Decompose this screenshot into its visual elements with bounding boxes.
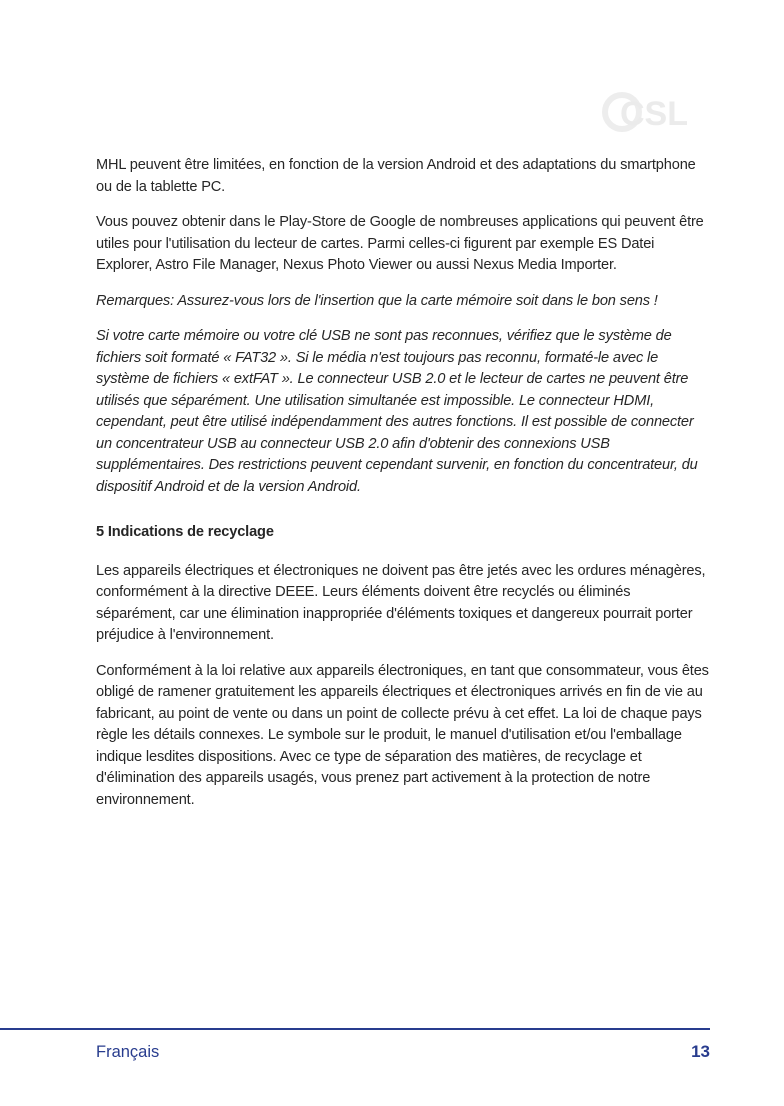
page-content (96, 155, 710, 825)
paragraph-usb-notes: Si votre carte mémoire ou votre clé USB ne sont pas reconnues, vérifiez que le système de fichiers soit formaté « FAT32 ». Si le média n'est toujours pas reconnu, formaté-le avec le système de fichiers « extFAT ». Le connecteur USB 2.0 et le lecteur de cartes ne peuvent être utilisés que séparément. Une utilisation simultanée est impossible. Le connecteur HDMI, cependant, peut être utilisé indépendamment des autres fonctions. Il est possible de connecter un concentrateur USB au connecteur USB 2.0 afin d'obtenir des connexions USB supplémentaires. Des restrictions peuvent cependant survenir, en fonction du concentrateur, du dispositif Android et de la version Android. (96, 328, 698, 495)
logo-text: CSL (620, 95, 688, 133)
footer-language: Français (96, 1043, 160, 1061)
paragraph-deee: Les appareils électriques et électroniques ne doivent pas être jetés avec les ordures ménagères, conformément à la directive DEEE. Leurs éléments doivent être recyclés ou éliminés séparément, car une élimination inappropriée d'éléments toxiques et dangereux pourrait porter préjudice à l'environnement. (96, 562, 706, 643)
paragraph-mhl: MHL peuvent être limitées, en fonction de la version Android et des adaptations du smartphone ou de la tablette PC. (96, 157, 696, 195)
paragraph-consumer-obligation: Conformément à la loi relative aux appareils électroniques, en tant que consommateur, vous êtes obligé de ramener gratuitement les appareils électriques et électroniques arrivés en fin de vie au fabricant, au point de vente ou dans un point de collecte prévu à cet effet. La loi de chaque pays règle les détails connexes. Le symbole sur le produit, le manuel d'utilisation et/ou l'emballage indique lesdites dispositions. Avec ce type de séparation des matières, de recyclage et d'élimination des appareils usagés, vous prenez part activement à la protection de notre environnement. (96, 662, 709, 808)
paragraph-remarks: Remarques: Assurez-vous lors de l'insertion que la carte mémoire soit dans le bon sens ! (96, 292, 658, 309)
page-number: 13 (691, 1042, 710, 1061)
footer-divider (0, 1028, 710, 1030)
section-heading-recycling: 5 Indications de recyclage (96, 524, 274, 540)
csl-logo (600, 88, 710, 138)
paragraph-play-store: Vous pouvez obtenir dans le Play-Store de Google de nombreuses applications qui peuvent être utiles pour l'utilisation du lecteur de cartes. Parmi celles-ci figurent par exemple ES Datei Explorer, Astro File Manager, Nexus Photo Viewer ou aussi Nexus Media Importer. (96, 214, 704, 273)
